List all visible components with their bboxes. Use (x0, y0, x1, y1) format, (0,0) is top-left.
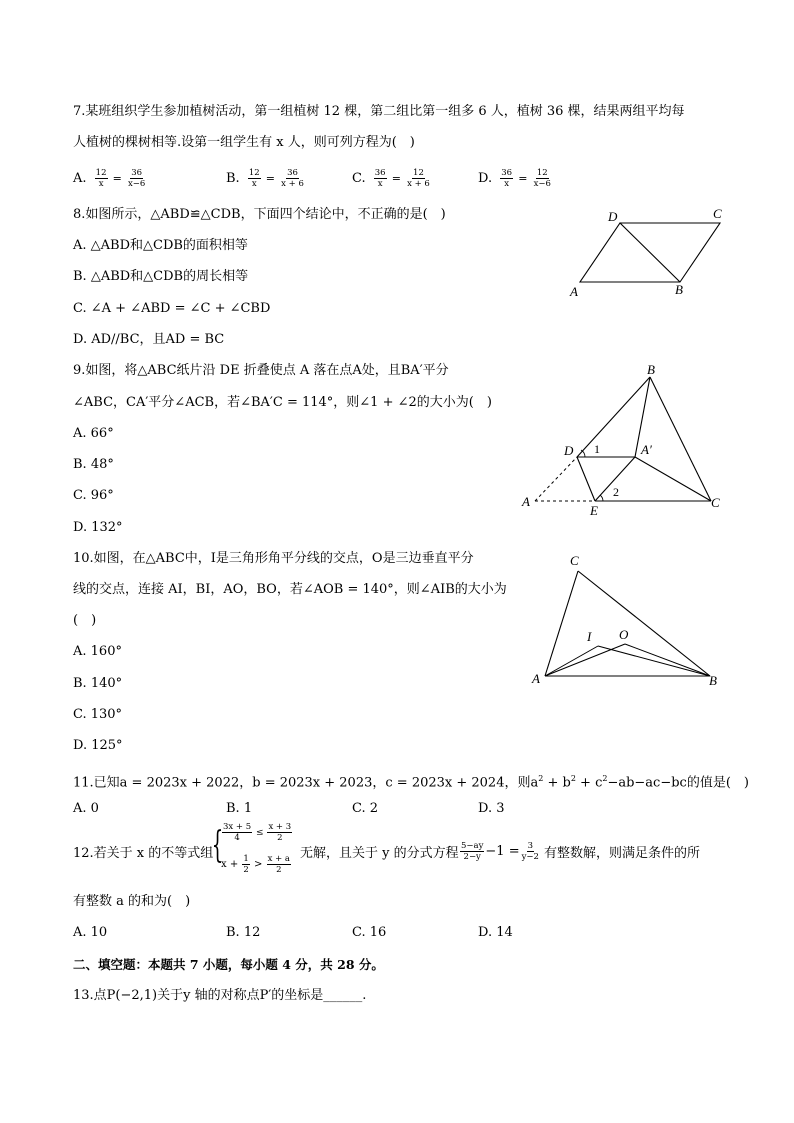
q12-suffix: 有整数解，则满足条件的所 (544, 846, 701, 861)
label-c: C (711, 495, 720, 510)
fraction (374, 168, 387, 189)
label-a: A (532, 671, 540, 686)
q7-stem-line1: 7.某班组织学生参加植树活动，第一组植树 12 棵，第二组比第一组多 6 人，植树 36 棵，结果两组平均每 (73, 104, 685, 119)
section-title: 二、填空题：本题共 7 小题，每小题 4 分，共 28 分。 (73, 957, 384, 972)
inequality-2 (221, 854, 292, 875)
label-d: D (564, 443, 574, 458)
q9-option-b[interactable]: B. 48° (73, 457, 114, 472)
fraction (500, 168, 513, 189)
numerator: 12 (536, 168, 548, 178)
q8-parallelogram-figure (560, 200, 740, 305)
q11-option-c[interactable]: C. 2 (352, 801, 379, 816)
numerator: x + 3 (268, 822, 292, 832)
denominator: x + 6 (281, 179, 304, 189)
numerator: 36 (131, 168, 143, 178)
numerator: 12 (413, 168, 424, 178)
denominator: 2−y (463, 852, 481, 862)
q8-option-c[interactable]: C. ∠A + ∠ABD = ∠C + ∠CBD (73, 301, 271, 316)
label-i: I (587, 629, 592, 644)
denominator: 2 (243, 865, 249, 875)
option-label: B. (226, 171, 240, 186)
q11-stem-part: + b (543, 775, 571, 791)
q7-option-a[interactable]: A. $\frac{12}{x}$ = $\frac{36}{x-6}$ (73, 168, 146, 189)
fraction (533, 168, 552, 189)
q10-stem-line2: 线的交点，连接 AI，BI，AO，BO，若∠AOB = 140°，则∠AIB的大小为 (73, 582, 507, 597)
q11-option-b[interactable]: B. 1 (226, 801, 253, 816)
numerator: 3x + 5 (223, 822, 252, 832)
numerator: 36 (374, 168, 386, 178)
label-b: B (709, 673, 717, 688)
label-e: E (590, 503, 598, 518)
q8-option-d[interactable]: D. AD//BC，且AD = BC (73, 332, 225, 347)
numerator: 12 (95, 168, 107, 178)
q9-option-d[interactable]: D. 132° (73, 520, 123, 535)
option-label: C. (352, 171, 366, 186)
q8-stem: 8.如图所示，△ABD≌△CDB，下面四个结论中，不正确的是( ) (73, 207, 446, 222)
denominator: x + 6 (407, 179, 430, 189)
q12-prefix: 12.若关于 x 的不等式组 (73, 846, 214, 861)
label-d: D (608, 209, 618, 224)
q12-stem-line2: 有整数 a 的和为( ) (73, 894, 191, 909)
q12-option-b[interactable]: B. 12 (226, 925, 261, 940)
q10-option-d[interactable]: D. 125° (73, 738, 123, 753)
q10-stem-line1: 10.如图，在△ABC中，I是三角形角平分线的交点，O是三边垂直平分 (73, 551, 474, 566)
denominator: 2 (277, 833, 283, 843)
denominator: 2 (276, 865, 282, 875)
fraction (280, 168, 305, 189)
option-label: D. (478, 171, 493, 186)
fraction (248, 168, 261, 189)
denominator: x (504, 179, 510, 189)
q7-option-b[interactable]: B. $\frac{12}{x}$ = $\frac{36}{x + 6}$ (226, 168, 304, 189)
denominator: x−6 (533, 179, 551, 189)
denominator: 4 (234, 833, 240, 843)
q12-option-c[interactable]: C. 16 (352, 925, 387, 940)
q12-inequality-system (212, 822, 302, 882)
angle-1-label: 1 (594, 442, 600, 456)
numerator: 5−ay (461, 841, 484, 851)
q12-fraction-equation (459, 841, 541, 862)
equation-middle: −1 = (485, 844, 520, 859)
inequality-1 (221, 822, 293, 843)
q10-option-b[interactable]: B. 140° (73, 676, 123, 691)
q8-option-a[interactable]: A. △ABD和△CDB的面积相等 (73, 238, 248, 253)
numerator: 3 (527, 841, 533, 851)
numerator: x + a (267, 854, 290, 864)
term: x + (221, 859, 239, 870)
q13-stem: 13.点P(−2,1)关于y 轴的对称点P′的坐标是______. (73, 988, 367, 1003)
q12-option-a[interactable]: A. 10 (73, 925, 108, 940)
q10-stem-line3: ( ) (73, 613, 97, 628)
q9-option-c[interactable]: C. 96° (73, 488, 114, 503)
denominator: x−6 (128, 179, 146, 189)
exponent: 2 (570, 774, 576, 783)
brace: { (211, 825, 224, 866)
q7-option-c[interactable]: C. $\frac{36}{x}$ = $\frac{12}{x + 6}$ (352, 168, 430, 189)
q12-option-d[interactable]: D. 14 (478, 925, 513, 940)
q7-stem-line2: 人植树的棵树相等.设第一组学生有 x 人，则可列方程为( ) (73, 135, 415, 150)
fraction (127, 168, 146, 189)
q11-stem-part: 11.已知a = 2023x + 2022，b = 2023x + 2023，c = 2023x + 2024，则a (73, 775, 539, 791)
exponent: 2 (602, 774, 608, 783)
numerator: 1 (243, 854, 249, 864)
denominator: x (377, 179, 383, 189)
label-a: A (522, 494, 530, 509)
numerator: 36 (287, 168, 298, 178)
q11-option-d[interactable]: D. 3 (478, 801, 505, 816)
label-c: C (570, 553, 579, 568)
operator: > (254, 859, 263, 870)
label-b: B (647, 362, 655, 377)
label-b: B (675, 282, 683, 297)
exponent: 2 (538, 774, 544, 783)
q9-folded-triangle-figure (515, 360, 730, 520)
q11-stem-part: −ab−ac−bc的值是( ) (607, 775, 749, 791)
label-a-prime: A′ (641, 442, 652, 457)
option-label: A. (73, 171, 87, 186)
label-a: A (570, 284, 578, 299)
q8-option-b[interactable]: B. △ABD和△CDB的周长相等 (73, 269, 249, 284)
q10-option-c[interactable]: C. 130° (73, 707, 123, 722)
numerator: 12 (248, 168, 260, 178)
q9-option-a[interactable]: A. 66° (73, 426, 114, 441)
angle-2-label: 2 (613, 485, 619, 499)
q9-stem-line2: ∠ABC，CA′平分∠ACB，若∠BA′C = 114°，则∠1 + ∠2的大小为( ) (73, 395, 492, 410)
fraction (95, 168, 108, 189)
denominator: x (251, 179, 257, 189)
label-c: C (713, 206, 722, 221)
q10-triangle-figure (528, 548, 728, 693)
denominator: y−2 (521, 852, 539, 862)
q9-stem-line1: 9.如图，将△ABC纸片沿 DE 折叠使点 A 落在点A处，且BA′平分 (73, 363, 449, 378)
q11-stem-part: + c (575, 775, 603, 791)
q7-option-d[interactable]: D. $\frac{36}{x}$ = $\frac{12}{x-6}$ (478, 168, 551, 189)
numerator: 36 (501, 168, 513, 178)
q10-option-a[interactable]: A. 160° (73, 644, 122, 659)
q11-option-a[interactable]: A. 0 (73, 801, 99, 816)
q12-mid: 无解，且关于 y 的分式方程 (300, 846, 459, 861)
denominator: x (98, 179, 104, 189)
label-o: O (619, 627, 629, 642)
operator: ≤ (256, 828, 264, 838)
q11-stem (73, 770, 749, 792)
fraction (406, 168, 431, 189)
